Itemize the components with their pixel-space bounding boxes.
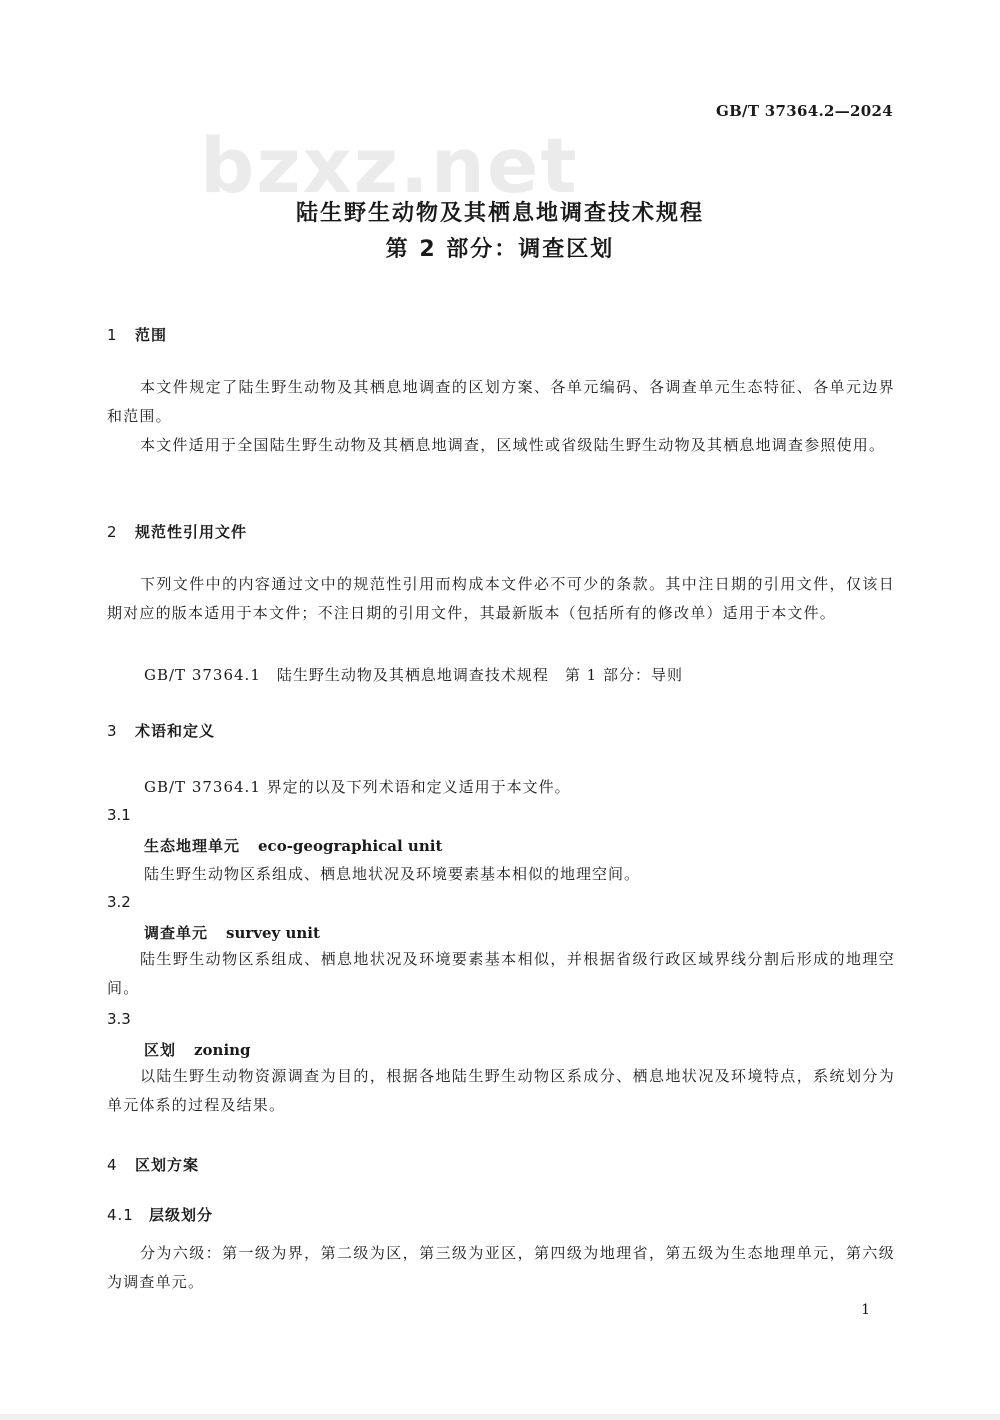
term-chinese: 调查单元 xyxy=(144,924,209,942)
section-number: 1 xyxy=(107,326,118,344)
section-heading-normative-references xyxy=(107,521,247,542)
document-title: 陆生野生动物及其栖息地调查技术规程 xyxy=(295,201,704,226)
section-number: 3 xyxy=(107,722,118,740)
term-chinese: 区划 xyxy=(144,1041,177,1059)
term-definition: 陆生野生动物区系组成、栖息地状况及环境要素基本相似，并根据省级行政区域界线分割后形成的地理空间。 xyxy=(107,950,895,997)
section-heading-zoning-scheme xyxy=(107,1154,199,1175)
section-heading-scope xyxy=(107,324,167,345)
term-english: zoning xyxy=(194,1041,251,1059)
term-chinese: 生态地理单元 xyxy=(144,837,241,855)
subsection-heading-level-division xyxy=(107,1204,213,1225)
section-title: 术语和定义 xyxy=(135,722,216,740)
section-number: 4 xyxy=(107,1156,118,1174)
term-definition: 以陆生野生动物资源调查为目的，根据各地陆生野生动物区系成分、栖息地状况及环境特点，系统划分为单元体系的过程及结果。 xyxy=(107,1067,895,1114)
term-english: eco-geographical unit xyxy=(258,837,443,855)
paragraph: GB/T 37364.1 界定的以及下列术语和定义适用于本文件。 xyxy=(144,778,571,796)
subsection-number: 4.1 xyxy=(107,1206,134,1224)
term-english: survey unit xyxy=(226,924,320,942)
page-number: 1 xyxy=(861,1302,870,1318)
document-subtitle: 第 2 部分：调查区划 xyxy=(385,237,615,262)
reference-entry: GB/T 37364.1 陆生野生动物及其栖息地调查技术规程 第 1 部分：导则 xyxy=(144,666,683,684)
term-heading xyxy=(144,835,442,856)
term-heading xyxy=(144,1039,251,1060)
paragraph: 本文件适用于全国陆生野生动物及其栖息地调查，区域性或省级陆生野生动物及其栖息地调查参照使用。 xyxy=(140,436,886,454)
term-number: 3.1 xyxy=(107,806,131,824)
page-bottom-edge xyxy=(0,1414,1000,1420)
term-heading xyxy=(144,922,320,943)
term-number: 3.3 xyxy=(107,1010,131,1028)
term-definition: 陆生野生动物区系组成、栖息地状况及环境要素基本相似的地理空间。 xyxy=(144,865,641,883)
paragraph: 分为六级：第一级为界，第二级为区，第三级为亚区，第四级为地理省，第五级为生态地理单元，第六级为调查单元。 xyxy=(107,1244,895,1291)
section-title: 规范性引用文件 xyxy=(135,523,248,541)
term-number: 3.2 xyxy=(107,893,131,911)
section-title: 范围 xyxy=(135,326,168,344)
section-heading-terms xyxy=(107,720,215,741)
paragraph: 下列文件中的内容通过文中的规范性引用而构成本文件必不可少的条款。其中注日期的引用文件，仅该日期对应的版本适用于本文件；不注日期的引用文件，其最新版本（包括所有的修改单）适用于本文件。 xyxy=(107,575,895,622)
subsection-title: 层级划分 xyxy=(149,1206,214,1224)
paragraph: 本文件规定了陆生野生动物及其栖息地调查的区划方案、各单元编码、各调查单元生态特征、各单元边界和范围。 xyxy=(107,378,895,425)
section-number: 2 xyxy=(107,523,118,541)
watermark: bzxz.net xyxy=(200,121,579,210)
standard-code: GB/T 37364.2—2024 xyxy=(715,102,893,120)
section-title: 区划方案 xyxy=(135,1156,200,1174)
